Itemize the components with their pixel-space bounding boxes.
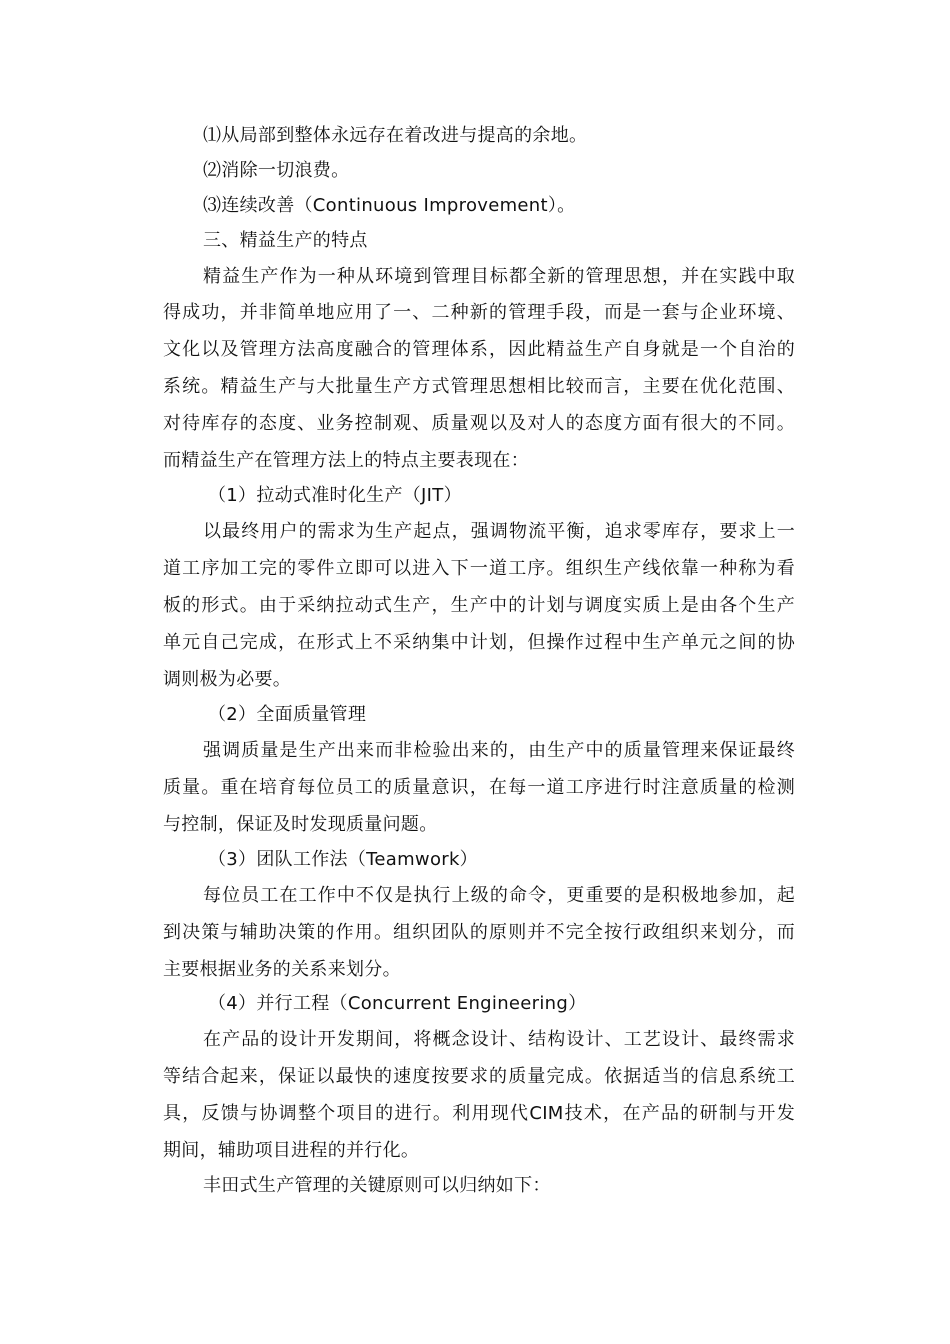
paragraph-line: 强调质量是生产出来而非检验出来的，由生产中的质量管理来保证最终 bbox=[203, 740, 795, 761]
subsection-heading-2: （2）全面质量管理 bbox=[208, 704, 367, 725]
paragraph-line: 单元自己完成，在形式上不采纳集中计划，但操作过程中生产单元之间的协 bbox=[163, 632, 795, 653]
paragraph-line: 文化以及管理方法高度融合的管理体系，因此精益生产自身就是一个自治的 bbox=[163, 339, 795, 360]
list-item-1: ⑴从局部到整体永远存在着改进与提高的余地。 bbox=[203, 125, 588, 146]
paragraph-line: 以最终用户的需求为生产起点，强调物流平衡，追求零库存，要求上一 bbox=[203, 521, 795, 542]
list-item-3: ⑶连续改善（Continuous Improvement）。 bbox=[203, 195, 576, 216]
paragraph-line: 而精益生产在管理方法上的特点主要表现在： bbox=[163, 450, 529, 471]
list-item-2: ⑵消除一切浪费。 bbox=[203, 160, 350, 181]
paragraph-line: 道工序加工完的零件立即可以进入下一道工序。组织生产线依靠一种称为看 bbox=[163, 558, 795, 579]
paragraph-line: 调则极为必要。 bbox=[163, 669, 292, 690]
paragraph-line: 具，反馈与协调整个项目的进行。利用现代CIM技术，在产品的研制与开发 bbox=[163, 1103, 795, 1124]
paragraph-line: 精益生产作为一种从环境到管理目标都全新的管理思想，并在实践中取 bbox=[203, 266, 795, 287]
paragraph-line: 丰田式生产管理的关键原则可以归纳如下： bbox=[203, 1175, 551, 1196]
paragraph-line: 质量。重在培育每位员工的质量意识，在每一道工序进行时注意质量的检测 bbox=[163, 777, 795, 798]
paragraph-line: 等结合起来，保证以最快的速度按要求的质量完成。依据适当的信息系统工 bbox=[163, 1066, 795, 1087]
subsection-heading-1: （1）拉动式准时化生产（JIT） bbox=[208, 485, 462, 506]
section-heading: 三、精益生产的特点 bbox=[203, 230, 368, 251]
paragraph-line: 与控制，保证及时发现质量问题。 bbox=[163, 814, 438, 835]
paragraph-line: 主要根据业务的关系来划分。 bbox=[163, 959, 401, 980]
paragraph-line: 期间，辅助项目进程的并行化。 bbox=[163, 1140, 420, 1161]
paragraph-line: 板的形式。由于采纳拉动式生产，生产中的计划与调度实质上是由各个生产 bbox=[163, 595, 795, 616]
paragraph-line: 到决策与辅助决策的作用。组织团队的原则并不完全按行政组织来划分，而 bbox=[163, 922, 795, 943]
paragraph-line: 在产品的设计开发期间，将概念设计、结构设计、工艺设计、最终需求 bbox=[203, 1029, 795, 1050]
paragraph-line: 得成功，并非简单地应用了一、二种新的管理手段，而是一套与企业环境、 bbox=[163, 302, 795, 323]
subsection-heading-4: （4）并行工程（Concurrent Engineering） bbox=[208, 993, 587, 1014]
subsection-heading-3: （3）团队工作法（Teamwork） bbox=[208, 849, 478, 870]
paragraph-line: 对待库存的态度、业务控制观、质量观以及对人的态度方面有很大的不同。 bbox=[163, 413, 795, 434]
paragraph-line: 每位员工在工作中不仅是执行上级的命令，更重要的是积极地参加，起 bbox=[203, 885, 795, 906]
paragraph-line: 系统。精益生产与大批量生产方式管理思想相比较而言，主要在优化范围、 bbox=[163, 376, 795, 397]
